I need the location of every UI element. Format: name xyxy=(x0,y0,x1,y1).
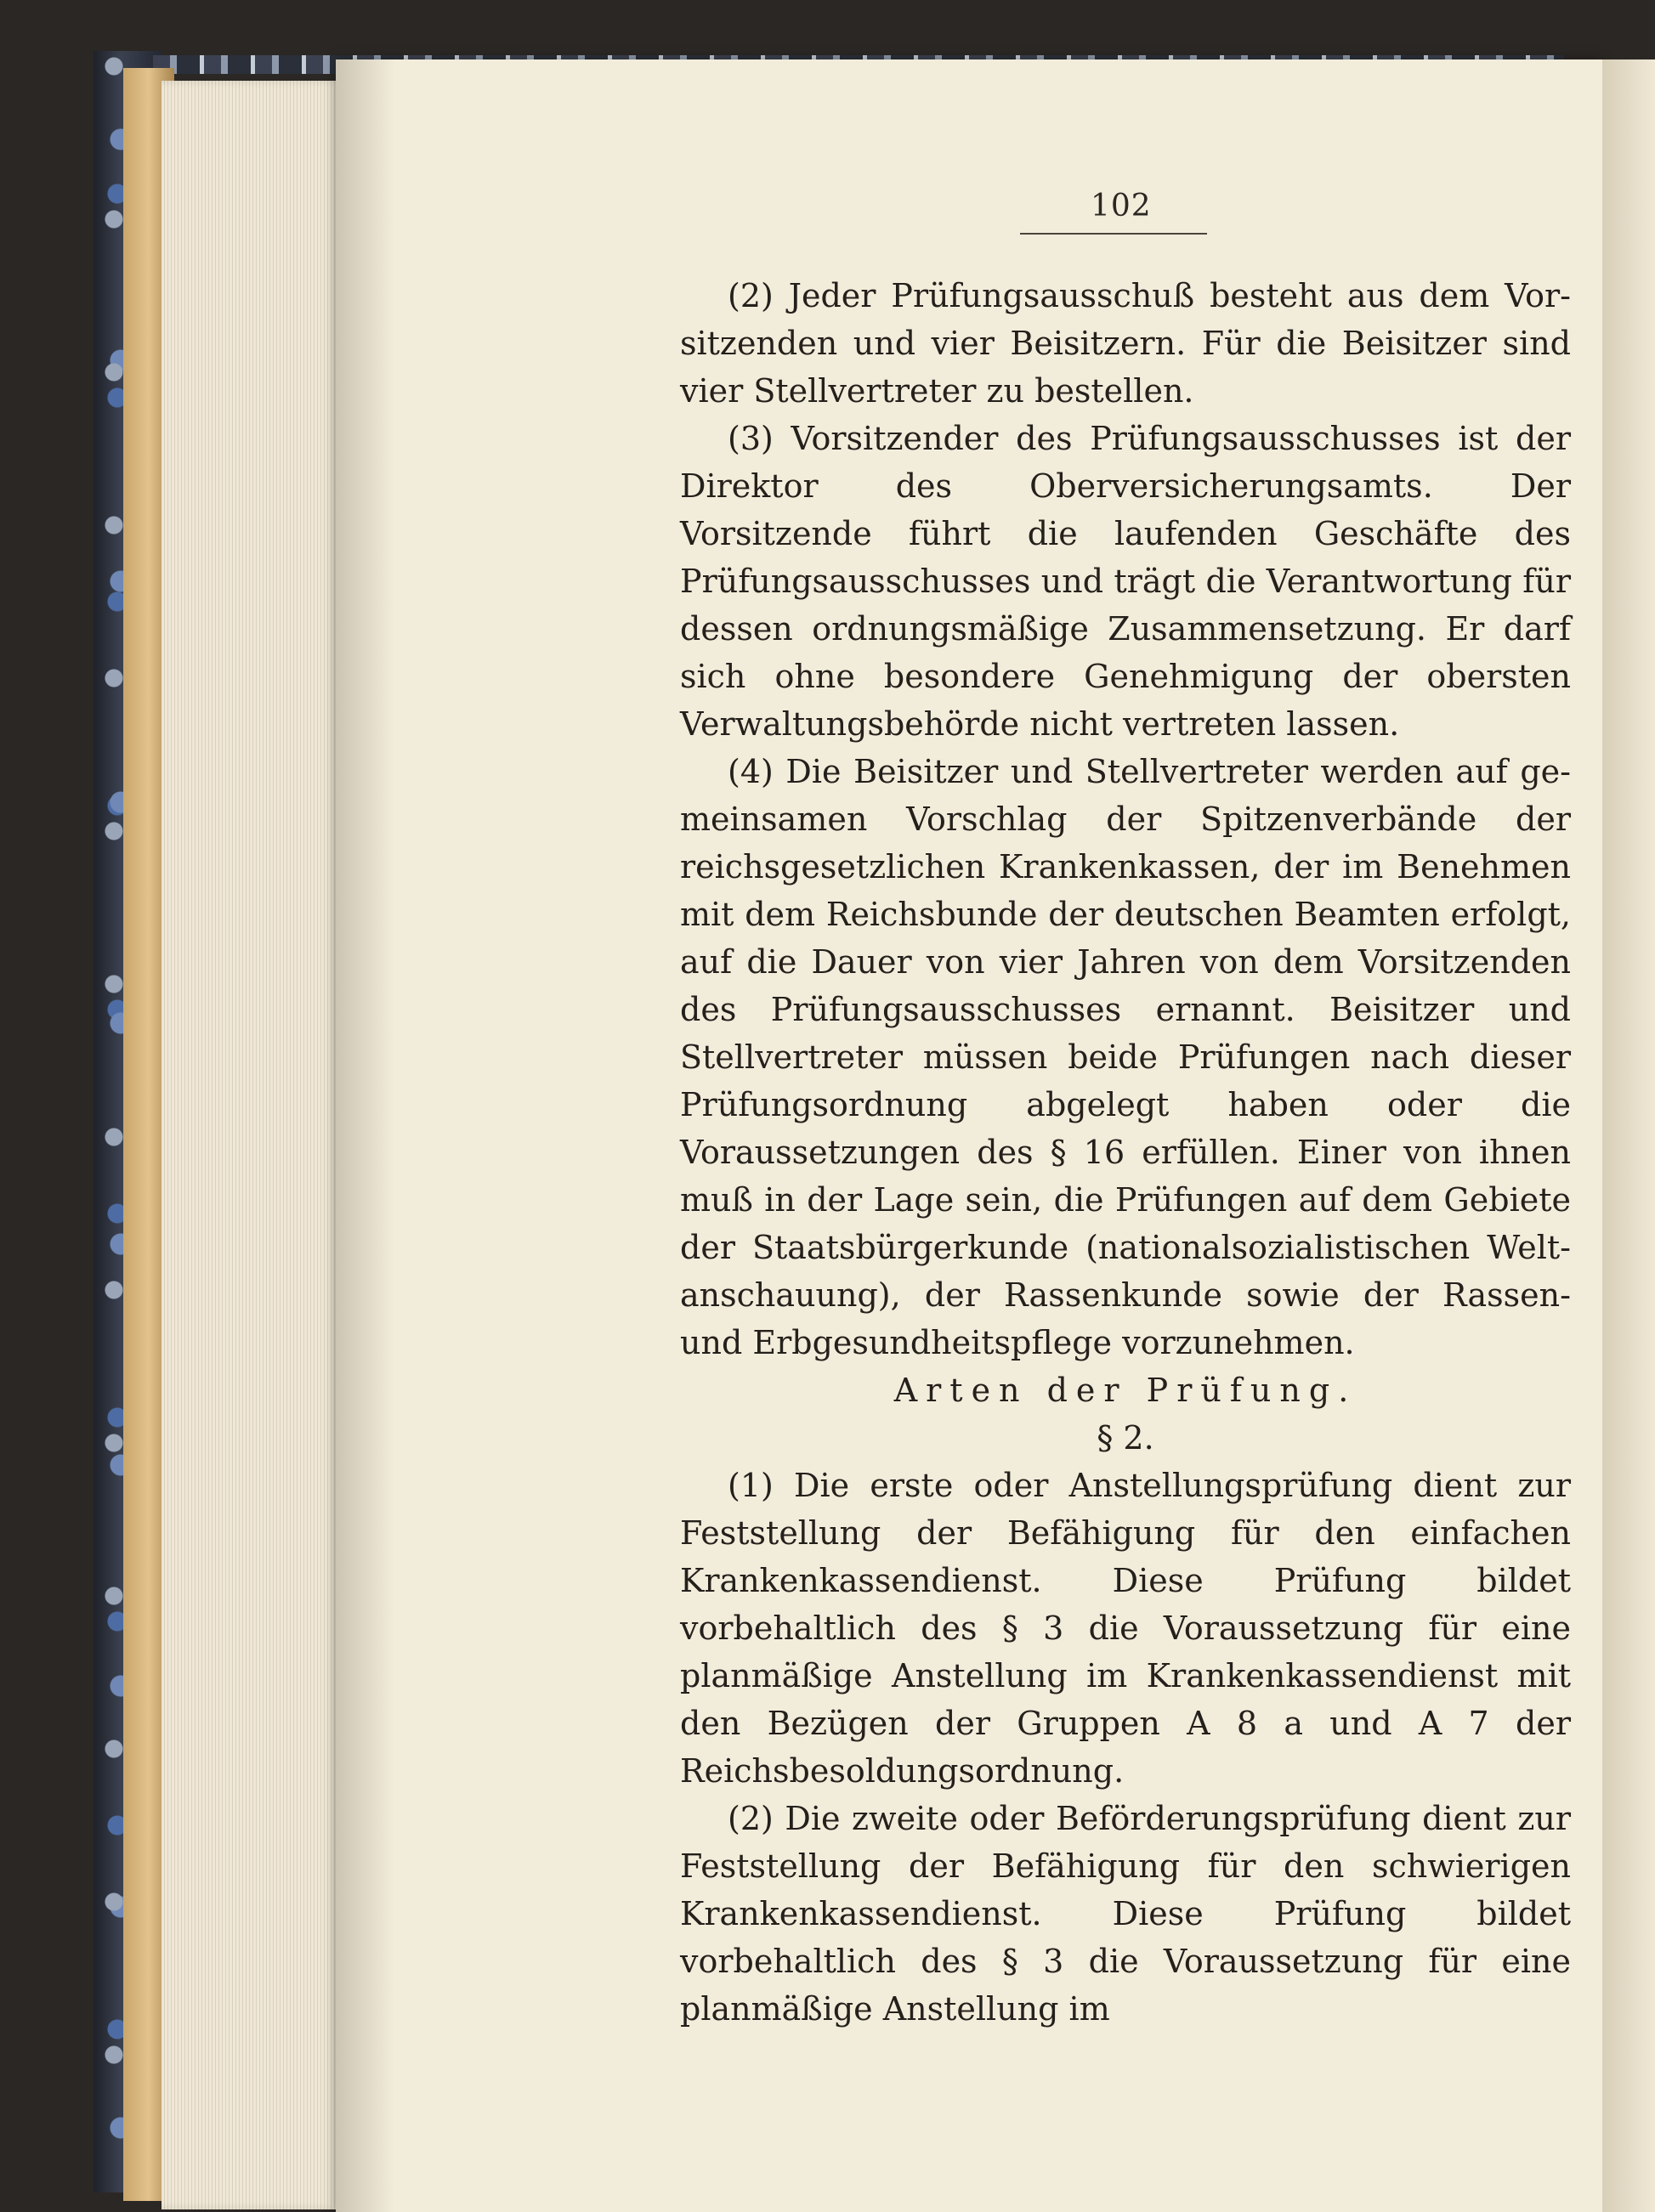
page-stack xyxy=(162,81,340,2209)
paragraph: (1) Die erste oder Anstellungsprüfung dient zur Feststellung der Befähigung für den einfachen Krankenkassendienst. Diese Prüfung bildet vorbehaltlich des § 3 die Voraussetzung für eine planmäßige Anstellung im Krankenkassendienst mit den Bezügen der Gruppen A 8 a und A 7 der Reichsbesoldungsordnung. xyxy=(680,1467,1571,1790)
section-number: § 2. xyxy=(1097,1419,1154,1457)
gutter-shadow xyxy=(336,59,395,2212)
facing-page-edge xyxy=(1602,59,1655,2212)
paragraph: (4) Die Beisitzer und Stellvertreter werden auf gemeinsamen Vorschlag der Spitzenverbände der reichsgesetzlichen Krankenkassen, der im Benehmen mit dem Reichsbunde der deutschen Beamten erfolgt, auf die Dauer von vier Jahren von dem Vorsitzenden des Prüfungsausschusses ernannt. Beisitzer und Stellvertreter müssen beide Prüfungen nach dieser Prüfungsordnung abgelegt haben oder die Voraussetzungen des § 16 erfüllen. Einer von ihnen muß in der Lage sein, die Prüfungen auf dem Gebiete der Staatsbürgerkunde (nationalsozialistischen Weltanschauung), der Rassenkunde sowie der Rassen- und Erbgesundheitspflege vorzunehmen. xyxy=(680,753,1571,1361)
header-rule xyxy=(1020,233,1207,235)
section-heading: Arten der Prüfung. xyxy=(893,1372,1357,1409)
page-number: 102 xyxy=(1091,189,1152,223)
paragraph: (2) Die zweite oder Beförderungsprüfung dient zur Feststellung der Befähigung für den schwierigen Krankenkassendienst. Diese Prüfung bildet vorbehaltlich des § 3 die Voraussetzung für eine planmäßige Anstellung im xyxy=(680,1800,1571,2028)
page-body xyxy=(680,272,1571,2033)
paragraph: (2) Jeder Prüfungsausschuß besteht aus dem Vorsitzenden und vier Beisitzern. Für die Beisitzer sind vier Stellvertreter zu bestellen. xyxy=(680,277,1571,410)
paragraph: (3) Vorsitzender des Prüfungsausschusses ist der Direktor des Oberversicherungsamts. Der Vorsitzende führt die laufenden Geschäfte des Prüfungsausschusses und trägt die Verantwortung für dessen ordnungsmäßige Zusammensetzung. Er darf sich ohne besondere Genehmigung der obersten Verwaltungsbehörde nicht vertreten lassen. xyxy=(680,420,1571,743)
